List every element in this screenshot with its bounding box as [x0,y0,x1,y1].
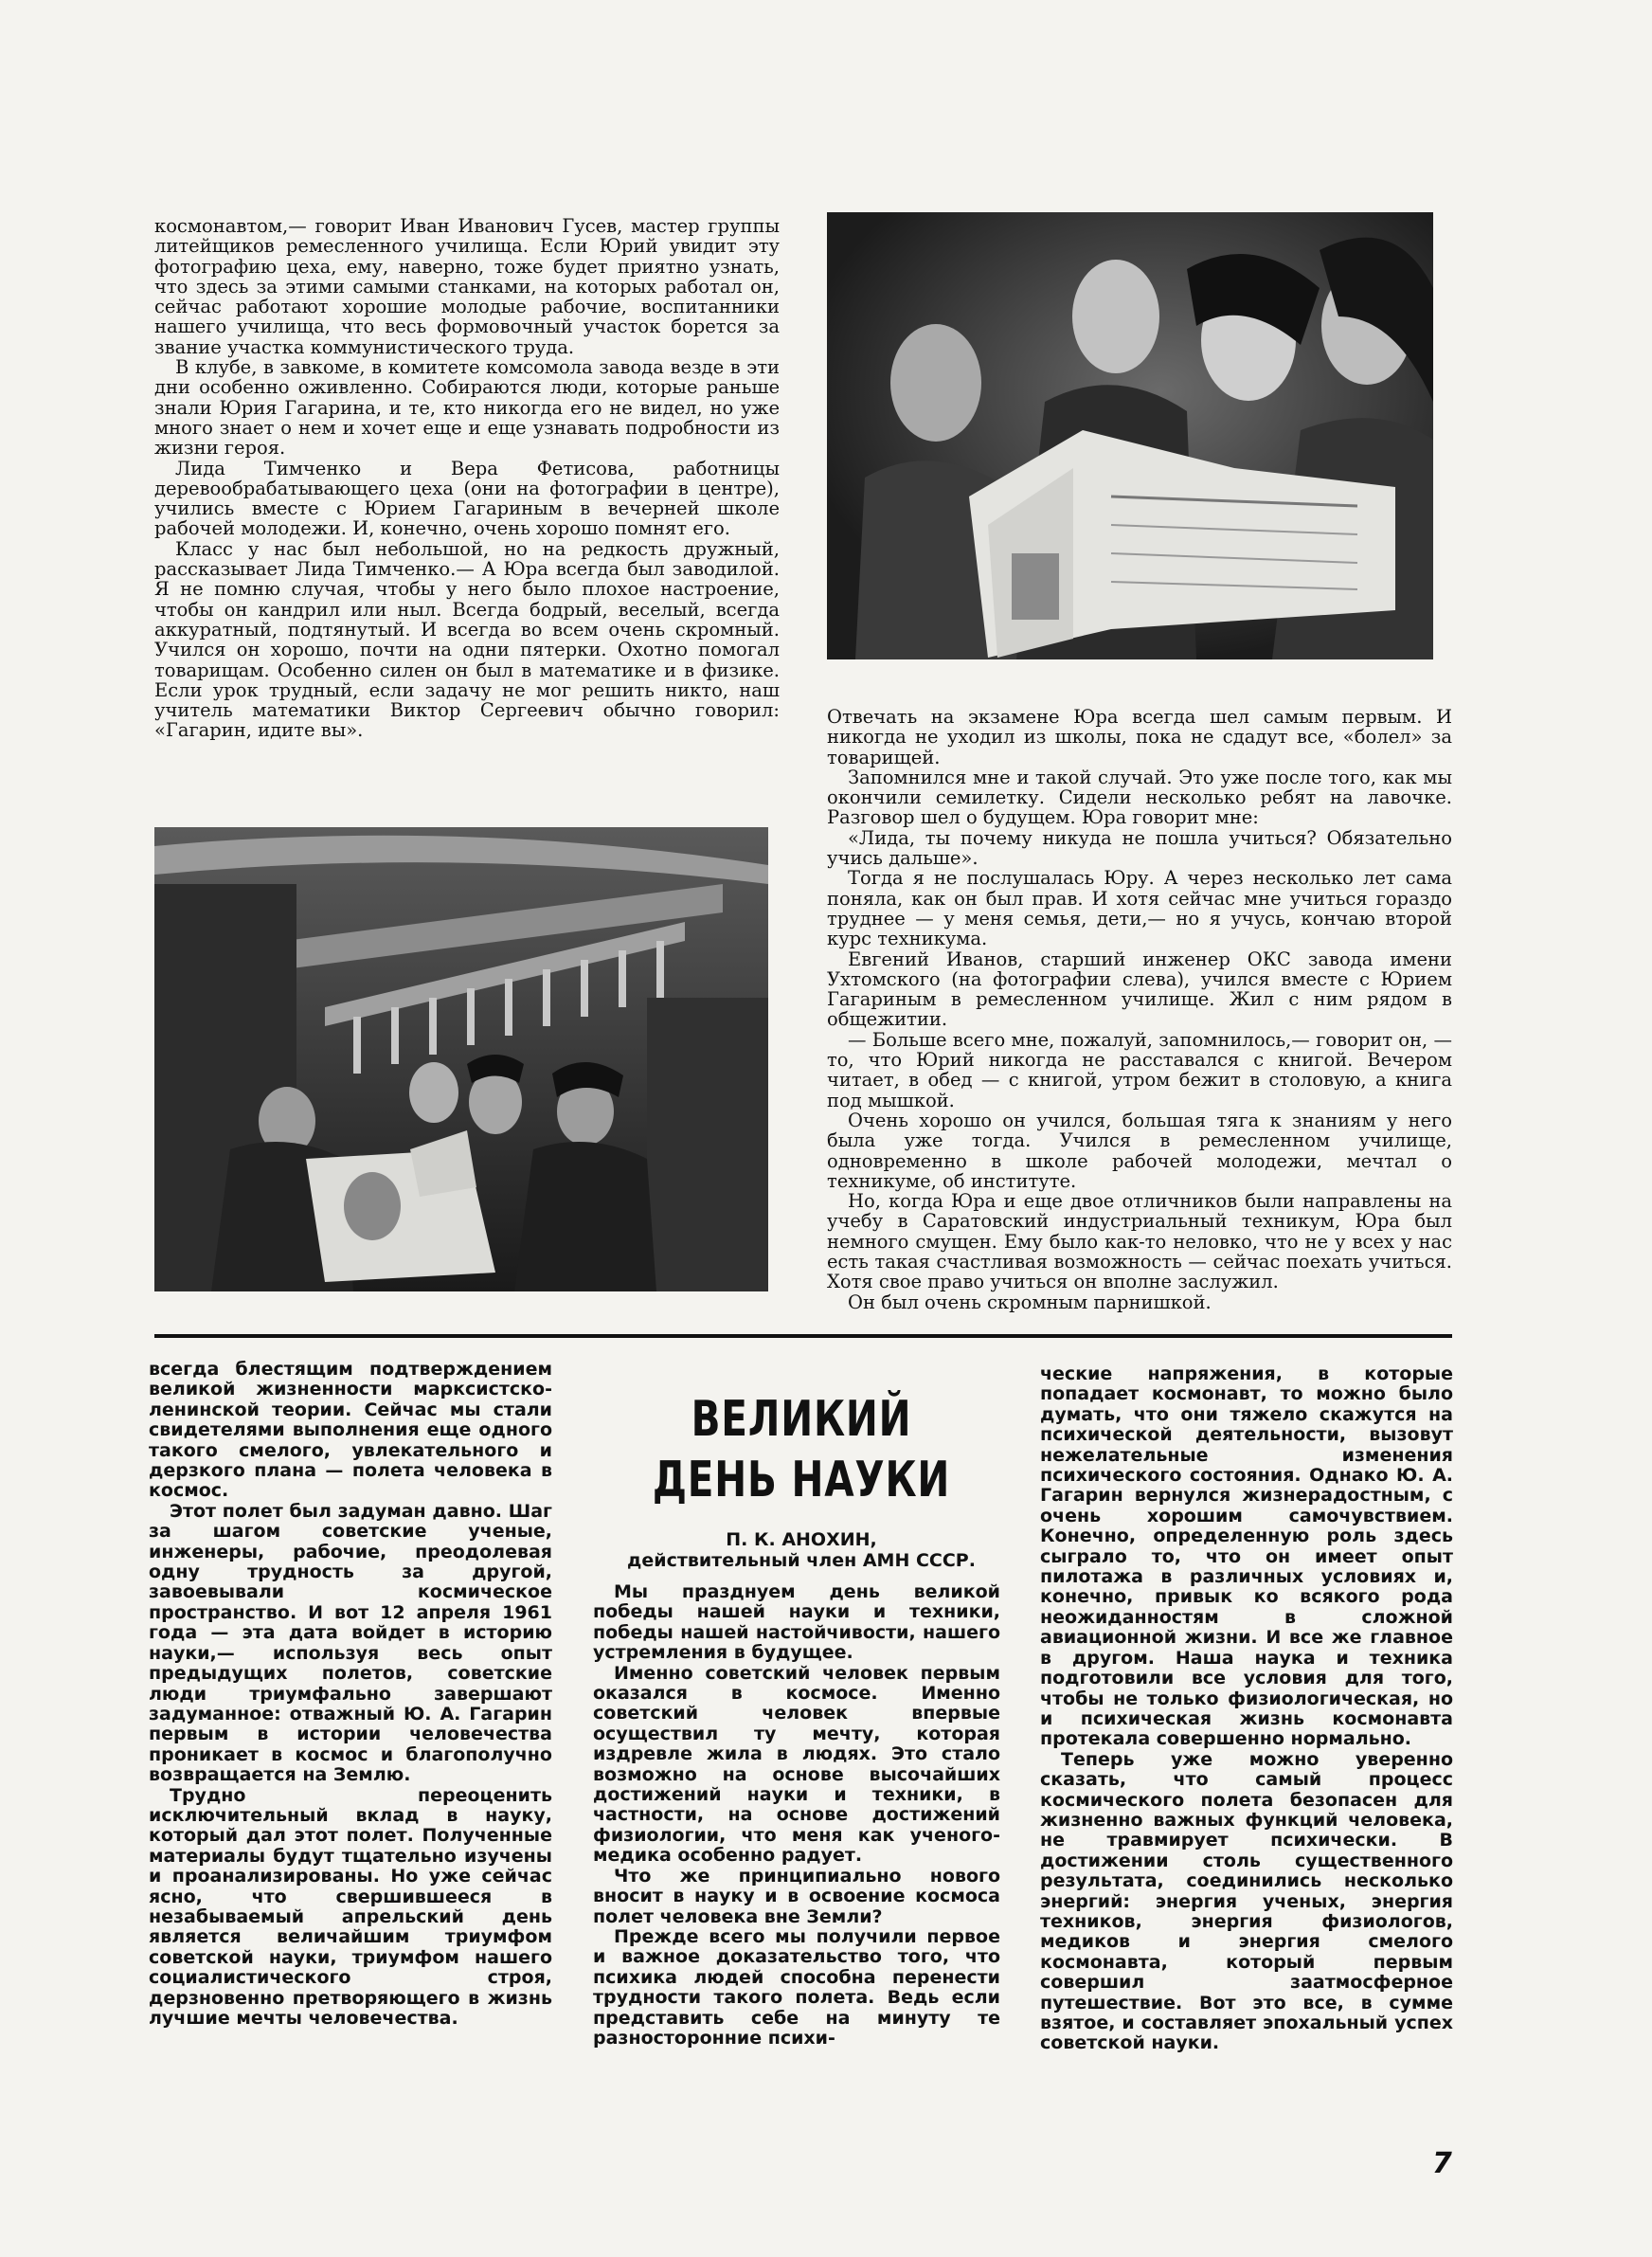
paragraph: Отвечать на экзамене Юра всегда шел самым первым. И никогда не уходил из школы, пока не сдадут все, «болел» за товарищей. [827,706,1452,768]
paragraph: Запомнился мне и такой случай. Это уже после того, как мы окончили семилетку. Сидели несколько ребят на лавочке. Разговор шел о будущем. Юра говорит мне: [827,766,1452,829]
paragraph: — Больше всего мне, пожалуй, запомнилось,— говорит он, — то, что Юрий никогда не расставался с книгой. Вечером читает, в обед — с книгой, утром бежит в столовую, а книга под мышкой. [827,1028,1452,1111]
paragraph: Класс у нас был небольшой, но на редкость дружный, рассказывает Лида Тимченко.— А Юра всегда был заводилой. Я не помню случая, чтобы у него было плохое настроение, чтобы он кандрил или ныл. Всегда бодрый, веселый, всегда аккуратный, подтянутый. И всегда во всем очень скромный. Учился он хорошо, почти на одни пятерки. Охотно помогал товарищам. Особенно силен он был в математике и в физике. Если урок трудный, если задачу не мог решить никто, наш учитель математики Виктор Сергеевич обычно говорил: «Гагарин, идите вы». [154,537,780,742]
paragraph: Именно советский человек первым оказался в космосе. Именно советский человек впервые осуществил ту мечту, которая издревле жила в людях. Это стало возможно на основе высочайших достижений науки и техники, в частности, на основе достижений физиологии, что меня как ученого-медика особенно радует. [593,1662,1000,1867]
top-right-column [827,707,1452,1313]
bottom-right-column [1040,1363,1453,2054]
paragraph: Прежде всего мы получили первое и важное доказательство того, что психика людей способна перенести трудности такого полета. Ведь если представить себе на минуту те разносторонние психи- [593,1925,1000,2049]
photo-students-reading-newspaper [827,212,1433,659]
photo-workshop-svg [154,827,768,1291]
paragraph: Но, когда Юра и еще двое отличников были направлены на учебу в Саратовский индустриальный техникум, Юра был немного смущен. Ему было как-то неловко, что не у всех у нас есть такая счастливая возможность — сейчас поехать учиться. Хотя свое право учиться он вполне заслужил. [827,1190,1452,1293]
paragraph: «Лида, ты почему никуда не пошла учиться? Обязательно учись дальше». [827,826,1452,870]
bottom-center-column [593,1581,1000,2049]
bottom-left-column [149,1359,552,2029]
top-left-column [154,216,780,796]
page-number: 7 [1432,2147,1452,2180]
paragraph: Этот полет был задуман давно. Шаг за шагом советские ученые, инженеры, рабочие, преодолевая одну трудность за другой, завоевывали космическое пространство. И вот 12 апреля 1961 года — эта дата войдет в историю науки,— используя весь опыт предыдущих полетов, советские люди триумфально завершают задуманное: отважный Ю. А. Гагарин первым в истории человечества проникает в космос и благополучно возвращается на Землю. [149,1500,552,1786]
paragraph: Евгений Иванов, старший инженер ОКС завода имени Ухтомского (на фотографии слева), учился вместе с Юрием Гагариным в ремесленном училище. Жил с ним рядом в общежитии. [827,948,1452,1031]
paragraph: Теперь уже можно уверенно сказать, что самый процесс космического полета безопасен для жизненно важных функций человека, не травмирует психически. В достижении столь существенного результата, соединились несколько энергий: энергия ученых, энергия техников, энергия физиологов, медиков и энергия смелого космонавта, который первым совершил заатмосферное путешествие. Вот это все, в сумме взятое, и составляет эпохальный успех советской науки. [1040,1748,1453,2054]
paragraph: Лида Тимченко и Вера Фетисова, работницы деревообрабатывающего цеха (они на фотографии в центре), учились вместе с Юрием Гагариным в вечерней школе рабочей молодежи. И, конечно, очень хорошо помнят его. [154,457,780,540]
paragraph: Тогда я не послушалась Юру. А через несколько лет сама поняла, как он был прав. И хотя сейчас мне учиться гораздо труднее — у меня семья, дети,— но я учусь, кончаю второй курс техникума. [827,867,1452,950]
paragraph: Мы празднуем день великой победы нашей науки и техники, победы нашей настойчивости, нашего устремления в будущее. [593,1581,1000,1664]
author-name: П. К. АНОХИН, [726,1529,877,1550]
article-headline: ВЕЛИКИЙ ДЕНЬ НАУКИ [652,1391,951,1508]
photo-students-svg [827,212,1433,659]
section-divider [154,1334,1452,1338]
paragraph: Он был очень скромным парнишкой. [848,1291,1212,1313]
photo-foundry-workshop [154,827,768,1291]
paragraph: Очень хорошо он учился, большая тяга к знаниям у него была уже тогда. Учился в ремесленном училище, одновременно в школе рабочей молодежи, мечтал о техникуме, об институте. [827,1109,1452,1192]
paragraph: Трудно переоценить исключительный вклад в науку, который дал этот полет. Полученные материалы будут тщательно изучены и проанализированы. Но уже сейчас ясно, что свершившееся в незабываемый апрельский день является величайшим триумфом советской науки, триумфом нашего социалистического строя, дерзновенно претворяющего в жизнь лучшие мечты человечества. [149,1784,552,2029]
paragraph: Что же принципиально нового вносит в науку и в освоение космоса полет человека вне Земли? [593,1865,1000,1927]
author-byline [593,1529,1010,1571]
paragraph: В клубе, в завкоме, в комитете комсомола завода везде в эти дни особенно оживленно. Собираются люди, которые раньше знали Юрия Гагарина, и те, кто никогда его не видел, но уже много знает о нем и хочет еще и еще узнавать подробности из жизни героя. [154,356,780,460]
author-title: действительный член АМН СССР. [627,1550,976,1571]
paragraph: ческие напряжения, в которые попадает космонавт, то можно было думать, что они тяжело скажутся на психической деятельности, вызовут нежелательные изменения психического состояния. Однако Ю. А. Гагарин вернулся жизнерадостным, с очень хорошим самочувствием. Конечно, определенную роль здесь сыграло то, что он имеет опыт пилотажа в различных условиях и, конечно, привык ко всякого рода неожиданностям в сложной авиационной жизни. И все же главное в другом. Наша наука и техника подготовили все условия для того, чтобы не только физиологическая, но и психическая жизнь космонавта протекала совершенно нормально. [1040,1363,1453,1750]
paragraph: космонавтом,— говорит Иван Иванович Гусев, мастер группы литейщиков ремесленного училища. Если Юрий увидит эту фотографию цеха, ему, наверно, тоже будет приятно узнать, что здесь за этими самыми станками, на которых работал он, сейчас работают хорошие молодые рабочие, воспитанники нашего училища, что весь формовочный участок борется за звание участка коммунистического труда. [154,215,780,358]
paragraph: всегда блестящим подтверждением великой жизненности марксистско-ленинской теории. Сейчас мы стали свидетелями выполнения еще одного такого смелого, увлекательного и дерзкого плана — полета человека в космос. [149,1359,552,1502]
